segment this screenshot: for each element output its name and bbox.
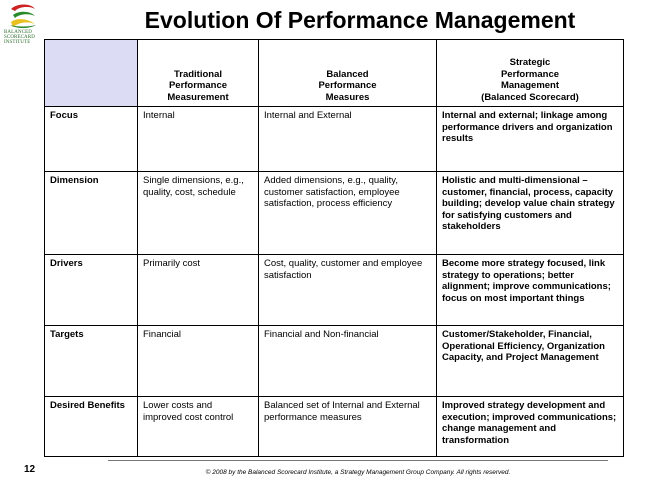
table-cell-balanced: Cost, quality, customer and employee satisfaction xyxy=(259,255,437,326)
table-cell-strategic: Customer/Stakeholder, Financial, Operational Efficiency, Organization Capacity, and Project Management xyxy=(437,326,624,397)
table-cell-traditional: Primarily cost xyxy=(138,255,259,326)
logo xyxy=(4,3,44,49)
row-label: Focus xyxy=(45,107,138,172)
table-cell-traditional: Financial xyxy=(138,326,259,397)
footer-divider xyxy=(108,460,608,461)
row-label: Targets xyxy=(45,326,138,397)
table-row xyxy=(45,255,624,326)
logo-text-line: SCORECARD xyxy=(4,35,35,40)
logo-text-line: INSTITUTE xyxy=(4,40,31,45)
column-header-traditional xyxy=(138,40,259,107)
column-header-balanced xyxy=(259,40,437,107)
column-header-line: Management xyxy=(500,80,560,91)
column-header-line: Traditional xyxy=(173,68,223,80)
column-header-line: Measurement xyxy=(167,91,229,103)
column-header-line: Strategic xyxy=(509,57,551,68)
table-cell-strategic: Internal and external; linkage among performance drivers and organization results xyxy=(437,107,624,172)
table-cell-traditional: Lower costs and improved cost control xyxy=(138,397,259,457)
column-header-line: Performance xyxy=(168,80,228,91)
table-cell-strategic: Become more strategy focused, link strategy to operations; better alignment; improve communications; focus on most important things xyxy=(437,255,624,326)
comparison-table xyxy=(44,39,624,457)
table-header-row xyxy=(45,40,624,107)
logo-text-line: BALANCED xyxy=(4,30,33,35)
row-label: Desired Benefits xyxy=(45,397,138,457)
table-cell-balanced: Internal and External xyxy=(259,107,437,172)
bsi-swirl-logo-icon xyxy=(7,3,39,29)
column-header-line: Measures xyxy=(325,91,370,103)
table-cell-balanced: Financial and Non-financial xyxy=(259,326,437,397)
column-header-line: (Balanced Scorecard) xyxy=(481,91,579,103)
page-number: 12 xyxy=(24,464,36,475)
table-row xyxy=(45,397,624,457)
copyright-footer: © 2008 by the Balanced Scorecard Institute, a Strategy Management Group Company. All rights reserved. xyxy=(205,469,511,476)
table-cell-strategic: Improved strategy development and execution; improved communications; change management and transformation xyxy=(437,397,624,457)
row-label: Dimension xyxy=(45,172,138,255)
column-header-line: Balanced xyxy=(326,68,369,80)
table-row xyxy=(45,107,624,172)
table-row xyxy=(45,172,624,255)
table-cell-traditional: Single dimensions, e.g., quality, cost, schedule xyxy=(138,172,259,255)
table-row xyxy=(45,326,624,397)
column-header-line: Performance xyxy=(318,80,377,91)
table-cell-strategic: Holistic and multi-dimensional – customer, financial, process, capacity building; develop value chain strategy for satisfying customers and stakeholders xyxy=(437,172,624,255)
table-cell-traditional: Internal xyxy=(138,107,259,172)
column-header-line: Performance xyxy=(500,68,560,80)
page-title: Evolution Of Performance Management xyxy=(144,7,576,33)
table-cell-balanced: Added dimensions, e.g., quality, customer satisfaction, employee satisfaction, process efficiency xyxy=(259,172,437,255)
column-header-strategic xyxy=(437,40,624,107)
table-cell-balanced: Balanced set of Internal and External performance measures xyxy=(259,397,437,457)
row-label: Drivers xyxy=(45,255,138,326)
header-corner-cell xyxy=(45,40,138,107)
